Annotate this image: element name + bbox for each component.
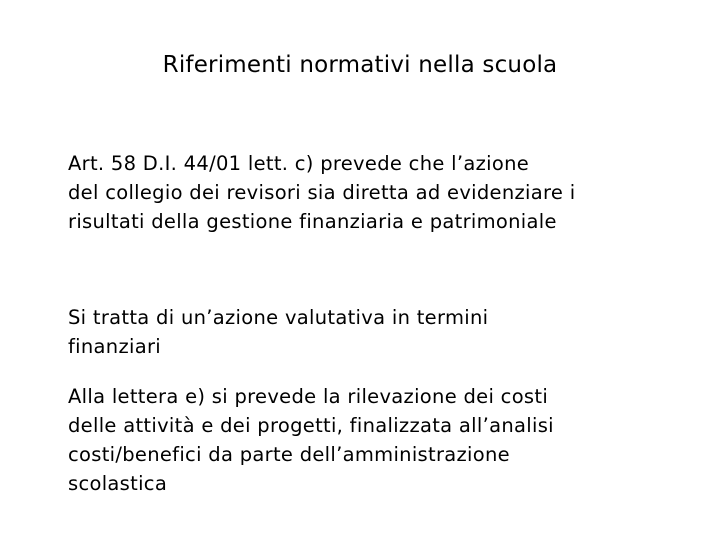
paragraph-art58: [68, 149, 708, 236]
paragraph-line: Art. 58 D.I. 44/01 lett. c) prevede che l’azione: [68, 152, 530, 175]
paragraph-valutativa: [68, 303, 708, 361]
paragraph-line: costi/benefici da parte dell’amministrazione: [68, 443, 510, 466]
paragraph-line: Si tratta di un’azione valutativa in termini: [68, 306, 489, 329]
paragraph-line: risultati della gestione finanziaria e patrimoniale: [68, 210, 557, 233]
paragraph-line: finanziari: [68, 335, 161, 358]
paragraph-line: scolastica: [68, 472, 168, 495]
paragraph-line: delle attività e dei progetti, finalizzata all’analisi: [68, 414, 554, 437]
paragraph-lettera-e: [68, 382, 708, 498]
paragraph-line: Alla lettera e) si prevede la rilevazione dei costi: [68, 385, 549, 408]
slide-title: Riferimenti normativi nella scuola: [162, 52, 558, 78]
paragraph-line: del collegio dei revisori sia diretta ad evidenziare i: [68, 181, 576, 204]
